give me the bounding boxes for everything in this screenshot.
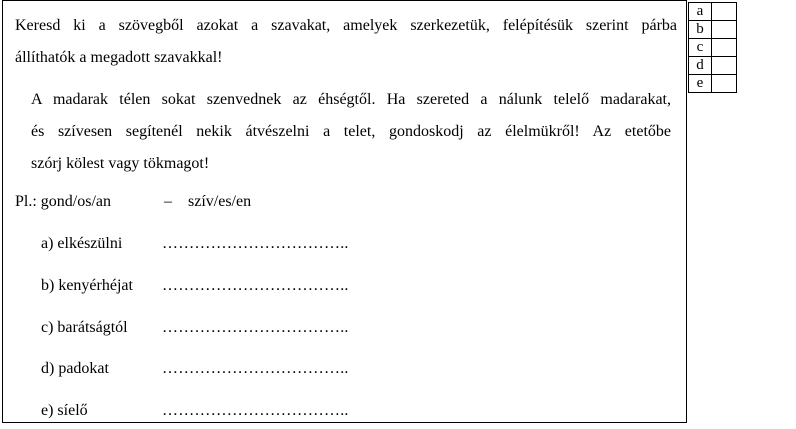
answer-blank[interactable]: …………………………….. [162, 402, 349, 419]
answer-grid-row [689, 21, 737, 39]
answer-grid-row [689, 3, 737, 21]
item-label: a) elkészülni [41, 235, 123, 252]
instruction-line: Keresd ki a szövegből azokat a szavakat, amelyek szerkezetük, felépítésük szerint párba [15, 17, 677, 34]
answer-blank[interactable]: …………………………….. [162, 277, 349, 294]
example-word: Pl.: gond/os/an [15, 193, 112, 210]
exercise-item-e [41, 395, 441, 427]
passage-line: és szívesen segítenél nekik átvészelni a telet, gondoskodj az élelmükről! Az etetőbe [31, 123, 671, 140]
score-box[interactable] [712, 39, 737, 57]
answer-grid-row [689, 75, 737, 93]
answer-grid [688, 2, 737, 93]
example-dash: – [164, 193, 172, 210]
instruction-line: állíthatók a megadott szavakkal! [15, 49, 223, 66]
answer-grid-row [689, 39, 737, 57]
item-label: b) kenyérhéjat [41, 277, 133, 294]
item-label: d) padokat [41, 360, 109, 377]
exercise-item-c [41, 312, 441, 344]
exercise-item-a [41, 228, 441, 260]
passage-line: A madarak télen sokat szenvednek az éhségtől. Ha szereted a nálunk telelő madarakat, [31, 91, 671, 108]
answer-letter: c [689, 39, 712, 57]
item-label: e) síelő [41, 402, 88, 419]
score-box[interactable] [712, 21, 737, 39]
exercise-item-b [41, 270, 441, 302]
score-box[interactable] [712, 3, 737, 21]
task-instruction [15, 10, 677, 74]
score-box[interactable] [712, 57, 737, 75]
answer-grid-row [689, 57, 737, 75]
example-pair-word: szív/es/en [188, 193, 252, 210]
answer-letter: d [689, 57, 712, 75]
exercise-item-d [41, 353, 441, 385]
example-row [15, 186, 252, 218]
answer-letter: e [689, 75, 712, 93]
answer-letter: a [689, 3, 712, 21]
answer-blank[interactable]: …………………………….. [162, 319, 349, 336]
passage-line: szórj kölest vagy tökmagot! [31, 155, 210, 172]
item-label: c) barátságtól [41, 319, 128, 336]
score-box[interactable] [712, 75, 737, 93]
answer-blank[interactable]: …………………………….. [162, 235, 349, 252]
reading-passage [31, 84, 671, 180]
answer-letter: b [689, 21, 712, 39]
answer-blank[interactable]: …………………………….. [162, 360, 349, 377]
